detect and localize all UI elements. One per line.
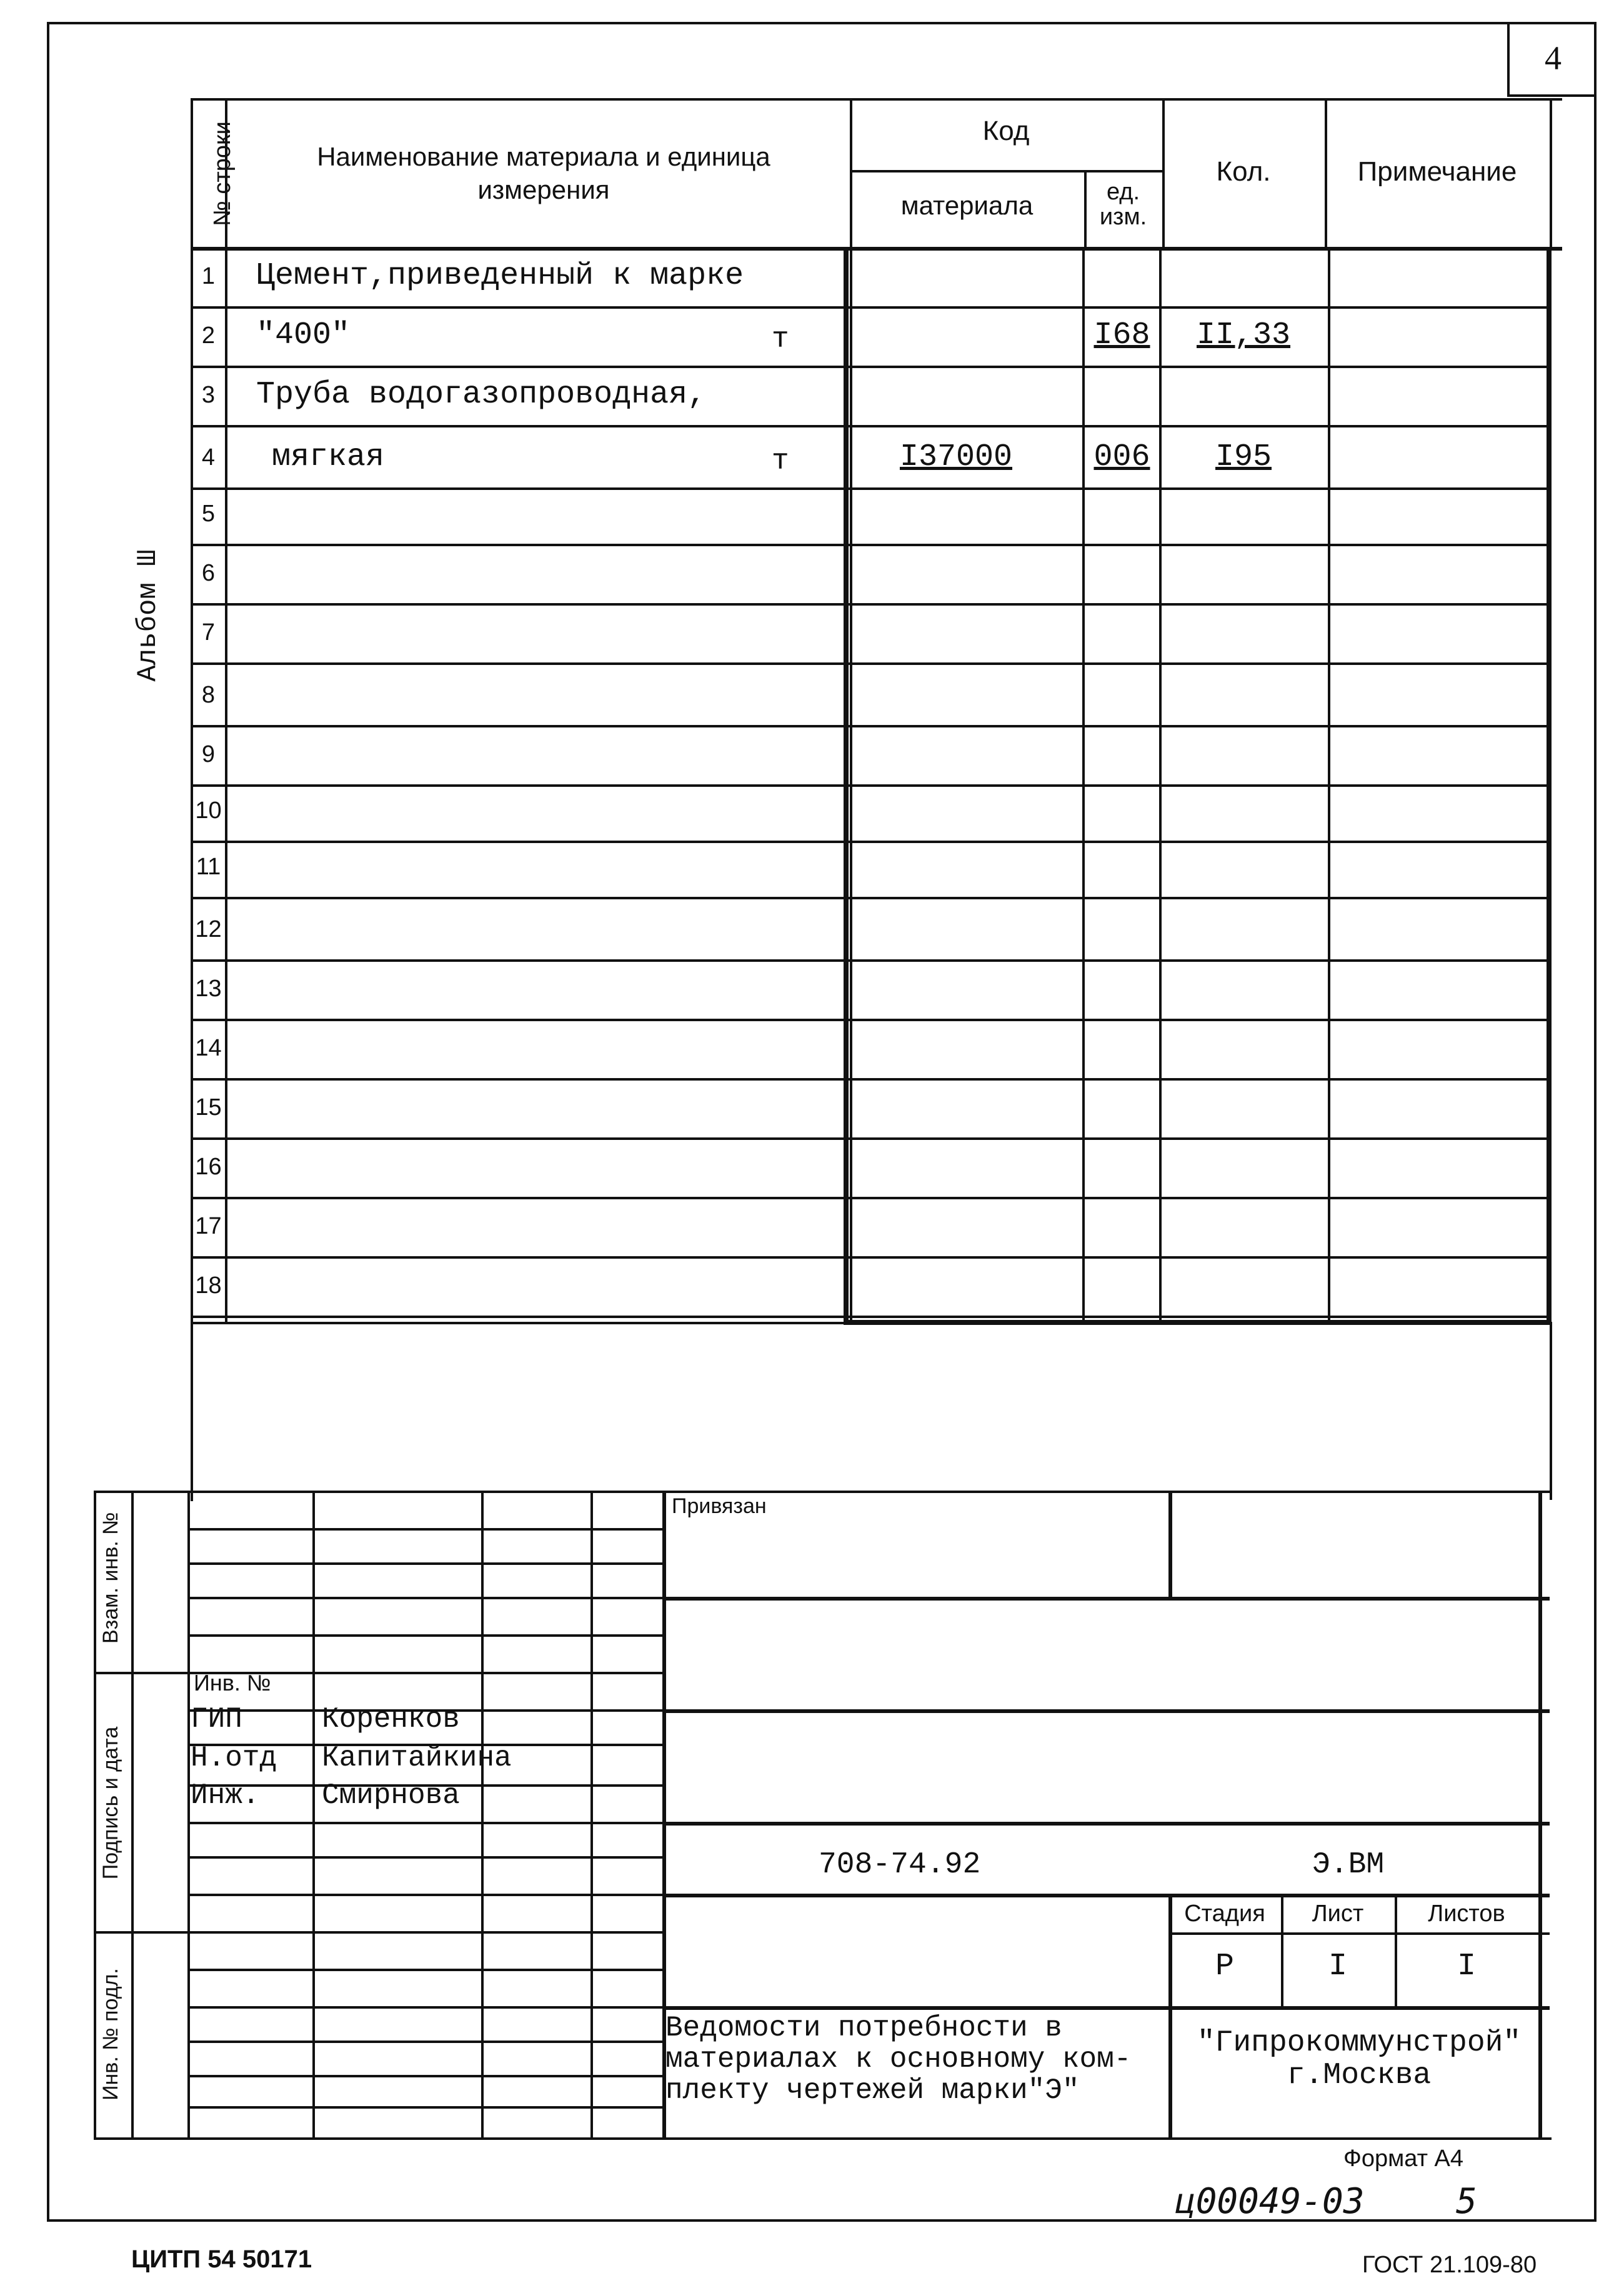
- staff-role: ГИП: [191, 1703, 242, 1736]
- row-name: Цемент,приведенный к марке: [256, 258, 744, 294]
- row-qty: II,33: [1196, 317, 1291, 353]
- sheets-value: I: [1457, 1949, 1476, 1984]
- row-number: 13: [195, 976, 222, 1002]
- header-note: Примечание: [1357, 156, 1517, 187]
- sheet-value: I: [1328, 1949, 1347, 1984]
- doc-code: 708-74.92: [819, 1848, 981, 1882]
- stage-value: Р: [1215, 1949, 1234, 1984]
- format-label: Формат А4: [1343, 2146, 1464, 2172]
- row-name: "400": [256, 317, 351, 353]
- row-unit: т: [772, 445, 789, 477]
- sheets-label: Листов: [1428, 1901, 1505, 1927]
- label-vzam-inv: Взам. инв. №: [99, 1512, 122, 1644]
- row-name: мягкая: [272, 439, 385, 475]
- header-row-no: № строки: [209, 121, 236, 226]
- document-title-line: материалах к основному ком-: [665, 2043, 1132, 2076]
- row-name: Труба водогазопроводная,: [256, 377, 707, 412]
- header-name: Наименование материала и единица измерения: [317, 142, 770, 204]
- row-number: 15: [195, 1094, 222, 1121]
- document-title-line: Ведомости потребности в: [665, 2012, 1062, 2044]
- row-material-code: I37000: [899, 439, 1013, 475]
- handwritten-page: 5: [1456, 2181, 1477, 2222]
- header-material-code: материала: [900, 191, 1034, 220]
- row-number: 5: [201, 501, 216, 527]
- staff-name: Смирнова: [322, 1779, 460, 1812]
- row-number: 8: [201, 682, 216, 708]
- page-number: 4: [1507, 22, 1597, 97]
- organization-line: "Гипрокоммунстрой": [1197, 2026, 1522, 2060]
- header-code: Код: [982, 116, 1030, 146]
- row-unit: т: [772, 323, 789, 356]
- footer-right: ГОСТ 21.109-80: [1362, 2252, 1537, 2278]
- stage-label: Стадия: [1184, 1901, 1265, 1927]
- row-number: 16: [195, 1154, 222, 1180]
- inv-no-label: Инв. №: [194, 1670, 271, 1696]
- album-label: Альбом Ш: [132, 549, 164, 682]
- row-number: 6: [201, 560, 216, 586]
- row-number: 17: [195, 1213, 222, 1239]
- row-number: 10: [195, 797, 222, 824]
- row-number: 2: [201, 322, 216, 349]
- row-number: 14: [195, 1035, 222, 1061]
- row-number: 12: [195, 916, 222, 942]
- staff-role: Н.отд: [191, 1742, 277, 1774]
- row-number: 3: [201, 382, 216, 408]
- row-number: 11: [196, 854, 221, 880]
- header-qty: Кол.: [1216, 156, 1271, 187]
- organization-line: г.Москва: [1287, 2059, 1432, 2092]
- row-number: 9: [201, 741, 216, 767]
- label-inv-podl: Инв. № подл.: [99, 1968, 122, 2101]
- footer-left: ЦИТП 54 50171: [131, 2246, 312, 2273]
- row-number: 4: [201, 444, 216, 471]
- sheet-label: Лист: [1312, 1901, 1364, 1927]
- staff-name: Капитайкина: [322, 1742, 512, 1774]
- staff-name: Коренков: [322, 1703, 460, 1736]
- doc-mark: Э.ВМ: [1312, 1848, 1385, 1882]
- row-qty: I95: [1215, 439, 1272, 475]
- privyazan-label: Привязан: [672, 1494, 767, 1518]
- document-title-line: плекту чертежей марки"Э": [665, 2074, 1080, 2107]
- header-unit-code: ед. изм.: [1099, 179, 1147, 230]
- row-number: 1: [201, 263, 216, 289]
- row-unit-code: I68: [1093, 317, 1150, 353]
- label-podpis-data: Подпись и дата: [99, 1726, 122, 1880]
- row-unit-code: 006: [1093, 439, 1150, 475]
- handwritten-number: ц00049-03: [1175, 2181, 1365, 2222]
- row-number: 7: [201, 619, 216, 646]
- staff-role: Инж.: [191, 1779, 260, 1812]
- row-number: 18: [195, 1272, 222, 1299]
